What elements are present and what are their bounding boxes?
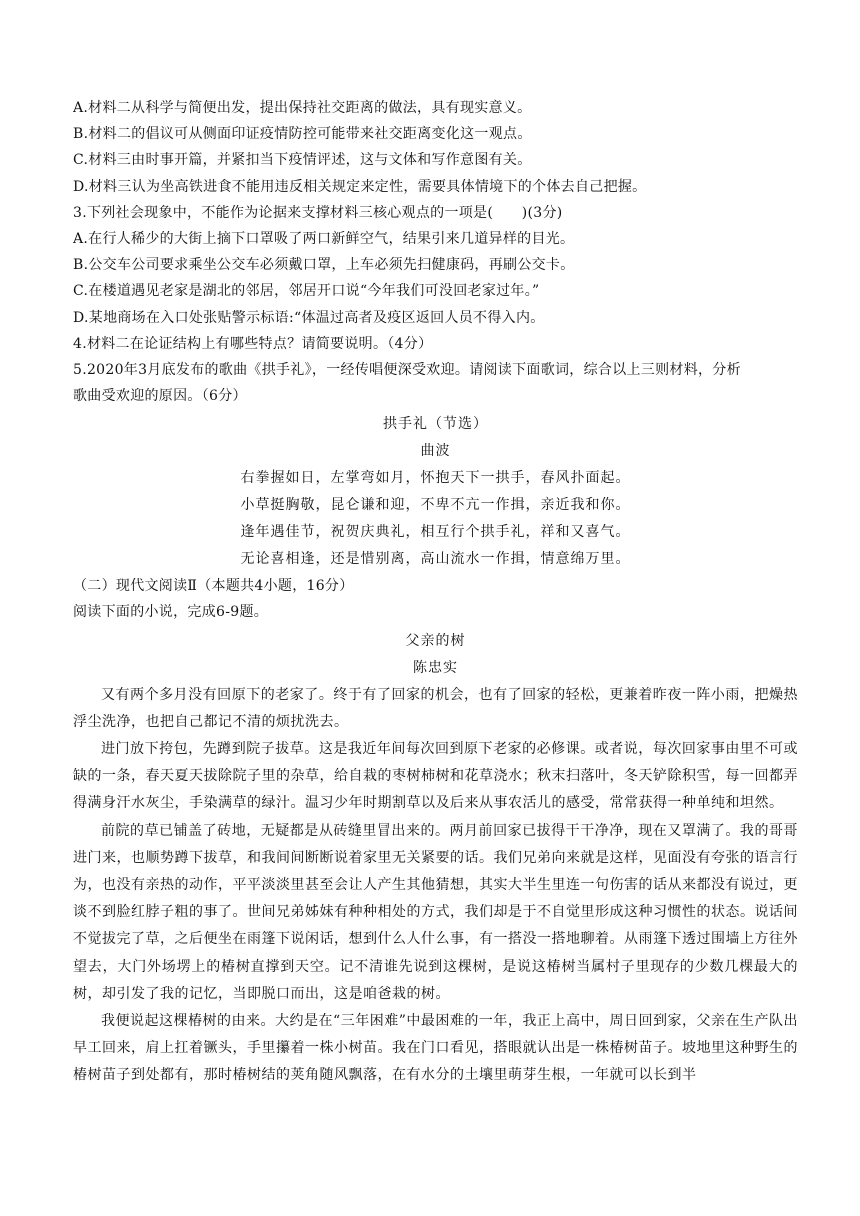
q3-option-b: B.公交车公司要求乘坐公交车必须戴口罩，上车必须先扫健康码，再刷公交卡。 bbox=[73, 257, 575, 274]
q3-option-a: A.在行人稀少的大街上摘下口罩吸了两口新鲜空气，结果引来几道异样的目光。 bbox=[73, 230, 575, 247]
poem-line-3: 逢年遇佳节，祝贺庆典礼，相互行个拱手礼，祥和又喜气。 bbox=[240, 524, 631, 541]
story-paragraph-4: 我便说起这棵椿树的由来。大约是在“三年困难”中最困难的一年，我正上高中，周日回到家，父亲在生产队出早工回来，肩上扛着镢头，手里攥着一株小树苗。我在门口看见，搭眼就认出是一株椿树苗子。坡地里这种野生的椿树苗子到处都有，那时椿树结的荚角随风飘落，在有水分的土壤里萌芽生根，一年就可以长到半 bbox=[73, 1013, 798, 1084]
poem-line-2: 小草挺胸敬，昆仑谦和迎，不卑不亢一作揖，亲近我和你。 bbox=[240, 497, 631, 514]
question-4: 4.材料二在论证结构上有哪些特点？请简要说明。（4分） bbox=[73, 335, 433, 352]
q2-option-a: A.材料二从科学与简便出发，提出保持社交距离的做法，具有现实意义。 bbox=[73, 100, 532, 116]
q2-option-d: D.材料三认为坐高铁进食不能用违反相关规定来定性，需要具体情境下的个体去自己把握。 bbox=[73, 178, 647, 195]
q2-option-b: B.材料二的倡议可从侧面印证疫情防控可能带来社交距离变化这一观点。 bbox=[73, 126, 532, 143]
q5-line-2: 歌曲受欢迎的原因。（6分） bbox=[73, 388, 247, 405]
story-paragraph-3: 前院的草已铺盖了砖地，无疑都是从砖缝里冒出来的。两月前回家已拔得干干净净，现在又罩满了。我的哥哥进门来，也顺势蹲下拔草，和我间间断断说着家里无关紧要的话。我们兄弟向来就是这样，见面没有夸张的语言行为，也没有亲热的动作，平平淡淡里甚至会让人产生其他猜想，其实大半生里连一句伤害的话从来都没有说过，更谈不到脸红脖子粗的事了。世间兄弟姊妹有种种相处的方式，我们却是于不自觉里形成这种习惯性的状态。说话间不觉拔完了草，之后便坐在雨篷下说闲话，想到什么人什么事，有一搭没一搭地聊着。从雨篷下透过围墙上方往外望去，大门外场塄上的椿树直撑到天空。记不清谁先说到这棵树，是说这椿树当属村子里现存的少数几棵最大的树，却引发了我的记忆，当即脱口而出，这是咱爸栽的树。 bbox=[73, 822, 798, 1002]
question-5 bbox=[73, 357, 798, 409]
poem-title: 拱手礼（节选） bbox=[383, 416, 488, 433]
exam-page bbox=[73, 95, 798, 1090]
section-instruction: 阅读下面的小说，完成6-9题。 bbox=[73, 604, 269, 621]
story-paragraph-2: 进门放下挎包，先蹲到院子拔草。这是我近年间每次回到原下老家的必修课。或者说，每次回家事由里不可或缺的一条，春天夏天拔除院子里的杂草，给自栽的枣树柿树和花草浇水；秋末扫落叶，冬天铲除积雪，每一回都弄得满身汗水灰尘，手染满草的绿汁。温习少年时期割草以及后来从事农活儿的感受，常常获得一种单纯和坦然。 bbox=[73, 741, 798, 812]
story bbox=[73, 628, 798, 1090]
q3-option-c: C.在楼道遇见老家是湖北的邻居，邻居开口说“今年我们可没回老家过年。” bbox=[73, 283, 540, 300]
q5-line-1: 5.2020年3月底发布的歌曲《拱手礼》，一经传唱便深受欢迎。请阅读下面歌词，综合以上三则材料，分析 bbox=[73, 361, 741, 378]
q3-option-d: D.某地商场在入口处张贴警示标语:“体温过高者及疫区返回人员不得入内。 bbox=[73, 309, 545, 326]
section-heading: （二）现代文阅读Ⅱ（本题共4小题，16分） bbox=[73, 578, 354, 595]
question-3 bbox=[73, 200, 798, 331]
q2-option-c: C.材料三由时事开篇，并紧扣当下疫情评述，这与文体和写作意图有关。 bbox=[73, 152, 532, 169]
q2-options bbox=[73, 95, 798, 200]
q3-stem: 3.下列社会现象中，不能作为论据来支撑材料三核心观点的一项是( )(3分) bbox=[73, 204, 563, 221]
poem-line-4: 无论喜相逢，还是惜别离，高山流水一作揖，情意绵万里。 bbox=[240, 551, 631, 568]
poem bbox=[73, 411, 798, 573]
story-author: 陈忠实 bbox=[413, 659, 458, 676]
poem-author: 曲波 bbox=[420, 443, 451, 460]
story-title: 父亲的树 bbox=[405, 632, 466, 649]
story-paragraph-1: 又有两个多月没有回原下的老家了。终于有了回家的机会，也有了回家的轻松，更兼着昨夜一阵小雨，把燥热浮尘洗净，也把自己都记不清的烦扰洗去。 bbox=[73, 686, 798, 730]
poem-line-1: 右拳握如日，左掌弯如月，怀抱天下一拱手，春风扑面起。 bbox=[240, 470, 631, 487]
